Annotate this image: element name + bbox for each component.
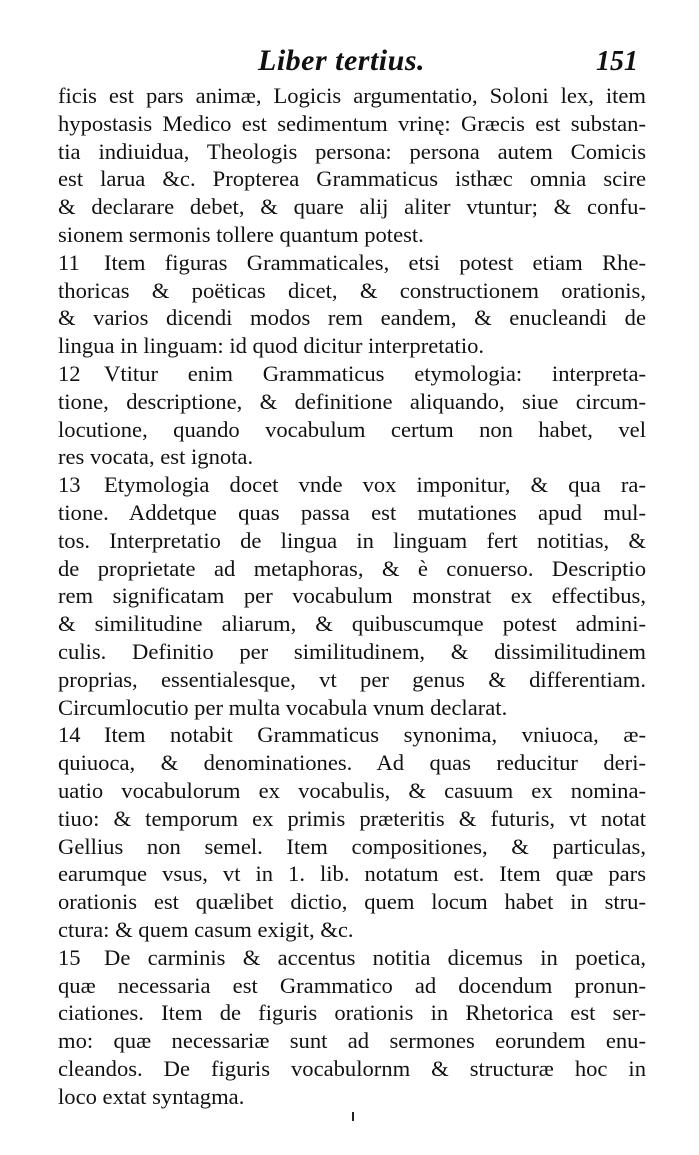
text-line: proprias, essentialesque, vt per genus & differentiam. xyxy=(58,666,646,692)
paragraph-number: 12 xyxy=(58,360,81,386)
paragraph-text: Etymologia docet vnde vox imponitur, & qua ra- xyxy=(104,472,646,498)
text-line: quiuoca, & denominationes. Ad quas reducitur deri- xyxy=(58,750,646,776)
text-line: thoricas & poëticas dicet, & constructionem orationis, xyxy=(58,277,646,303)
body-text xyxy=(58,82,646,1110)
text-line: tione, descriptione, & definitione aliquando, siue circum- xyxy=(58,388,646,414)
text-line: mo: quæ necessariæ sunt ad sermones eorundem enu- xyxy=(58,1028,646,1054)
ink-mark xyxy=(352,1112,354,1121)
text-line: ciationes. Item de figuris orationis in Rhetorica est ser- xyxy=(58,1000,646,1026)
text-line: & declarare debet, & quare alij aliter vtuntur; & confu- xyxy=(58,194,646,220)
text-line xyxy=(58,721,646,749)
text-line: sionem sermonis tollere quantum potest. xyxy=(58,221,424,247)
text-line: de proprietate ad metaphoras, & è conuerso. Descriptio xyxy=(58,555,646,581)
text-line: Circumlocutio per multa vocabula vnum declarat. xyxy=(58,694,508,720)
text-line xyxy=(58,360,646,388)
paragraph-number: 13 xyxy=(58,472,81,498)
paragraph-number: 15 xyxy=(58,944,81,970)
text-line: orationis est quælibet dictio, quem locum habet in stru- xyxy=(58,889,646,915)
text-line: Gellius non semel. Item compositiones, & particulas, xyxy=(58,833,646,859)
paragraph-text: Item figuras Grammaticales, etsi potest etiam Rhe- xyxy=(104,249,646,275)
text-line: res vocata, est ignota. xyxy=(58,444,254,470)
text-line xyxy=(58,471,646,499)
text-line: uatio vocabulorum ex vocabulis, & casuum ex nomina- xyxy=(58,777,646,803)
text-line: tia indiuidua, Theologis persona: persona autem Comicis xyxy=(58,138,646,164)
text-line: est larua &c. Propterea Grammaticus isthæc omnia scire xyxy=(58,166,646,192)
text-line: cleandos. De figuris vocabulornm & structuræ hoc in xyxy=(58,1055,646,1081)
text-line: hypostasis Medico est sedimentum vrinę: Græcis est substan- xyxy=(58,110,646,136)
text-line: tiuo: & temporum ex primis præteritis & futuris, vt notat xyxy=(58,805,646,831)
text-line: quæ necessaria est Grammatico ad docendum pronun- xyxy=(58,972,646,998)
text-line: rem significatam per vocabulum monstrat ex effectibus, xyxy=(58,583,646,609)
text-line: & similitudine aliarum, & quibuscumque potest admini- xyxy=(58,611,646,637)
text-line: earumque vsus, vt in 1. lib. notatum est. Item quæ pars xyxy=(58,861,646,887)
text-line: tos. Interpretatio de lingua in linguam fert notitias, & xyxy=(58,527,646,553)
text-line: ficis est pars animæ, Logicis argumentatio, Soloni lex, item xyxy=(58,83,646,108)
text-line: & varios dicendi modos rem eandem, & enucleandi de xyxy=(58,305,646,331)
text-line: loco extat syntagma. xyxy=(58,1083,245,1109)
text-line xyxy=(58,249,646,277)
text-line: ctura: & quem casum exigit, &c. xyxy=(58,916,354,942)
text-line: lingua in linguam: id quod dicitur interpretatio. xyxy=(58,333,485,359)
running-title: Liber tertius. xyxy=(258,44,426,77)
text-line: culis. Definitio per similitudinem, & dissimilitudinem xyxy=(58,638,646,664)
paragraph-text: De carminis & accentus notitia dicemus in poetica, xyxy=(104,944,646,970)
paragraph-number: 14 xyxy=(58,722,81,748)
text-line: locutione, quando vocabulum certum non habet, vel xyxy=(58,416,646,442)
paragraph-text: Item notabit Grammaticus synonima, vniuoca, æ- xyxy=(104,722,646,748)
paragraph-number: 11 xyxy=(58,249,80,275)
paragraph-text: Vtitur enim Grammaticus etymologia: interpreta- xyxy=(104,360,646,386)
text-line xyxy=(58,944,646,972)
text-line: tione. Addetque quas passa est mutationes apud mul- xyxy=(58,499,646,525)
running-head xyxy=(0,44,699,84)
page-number: 151 xyxy=(596,46,638,77)
